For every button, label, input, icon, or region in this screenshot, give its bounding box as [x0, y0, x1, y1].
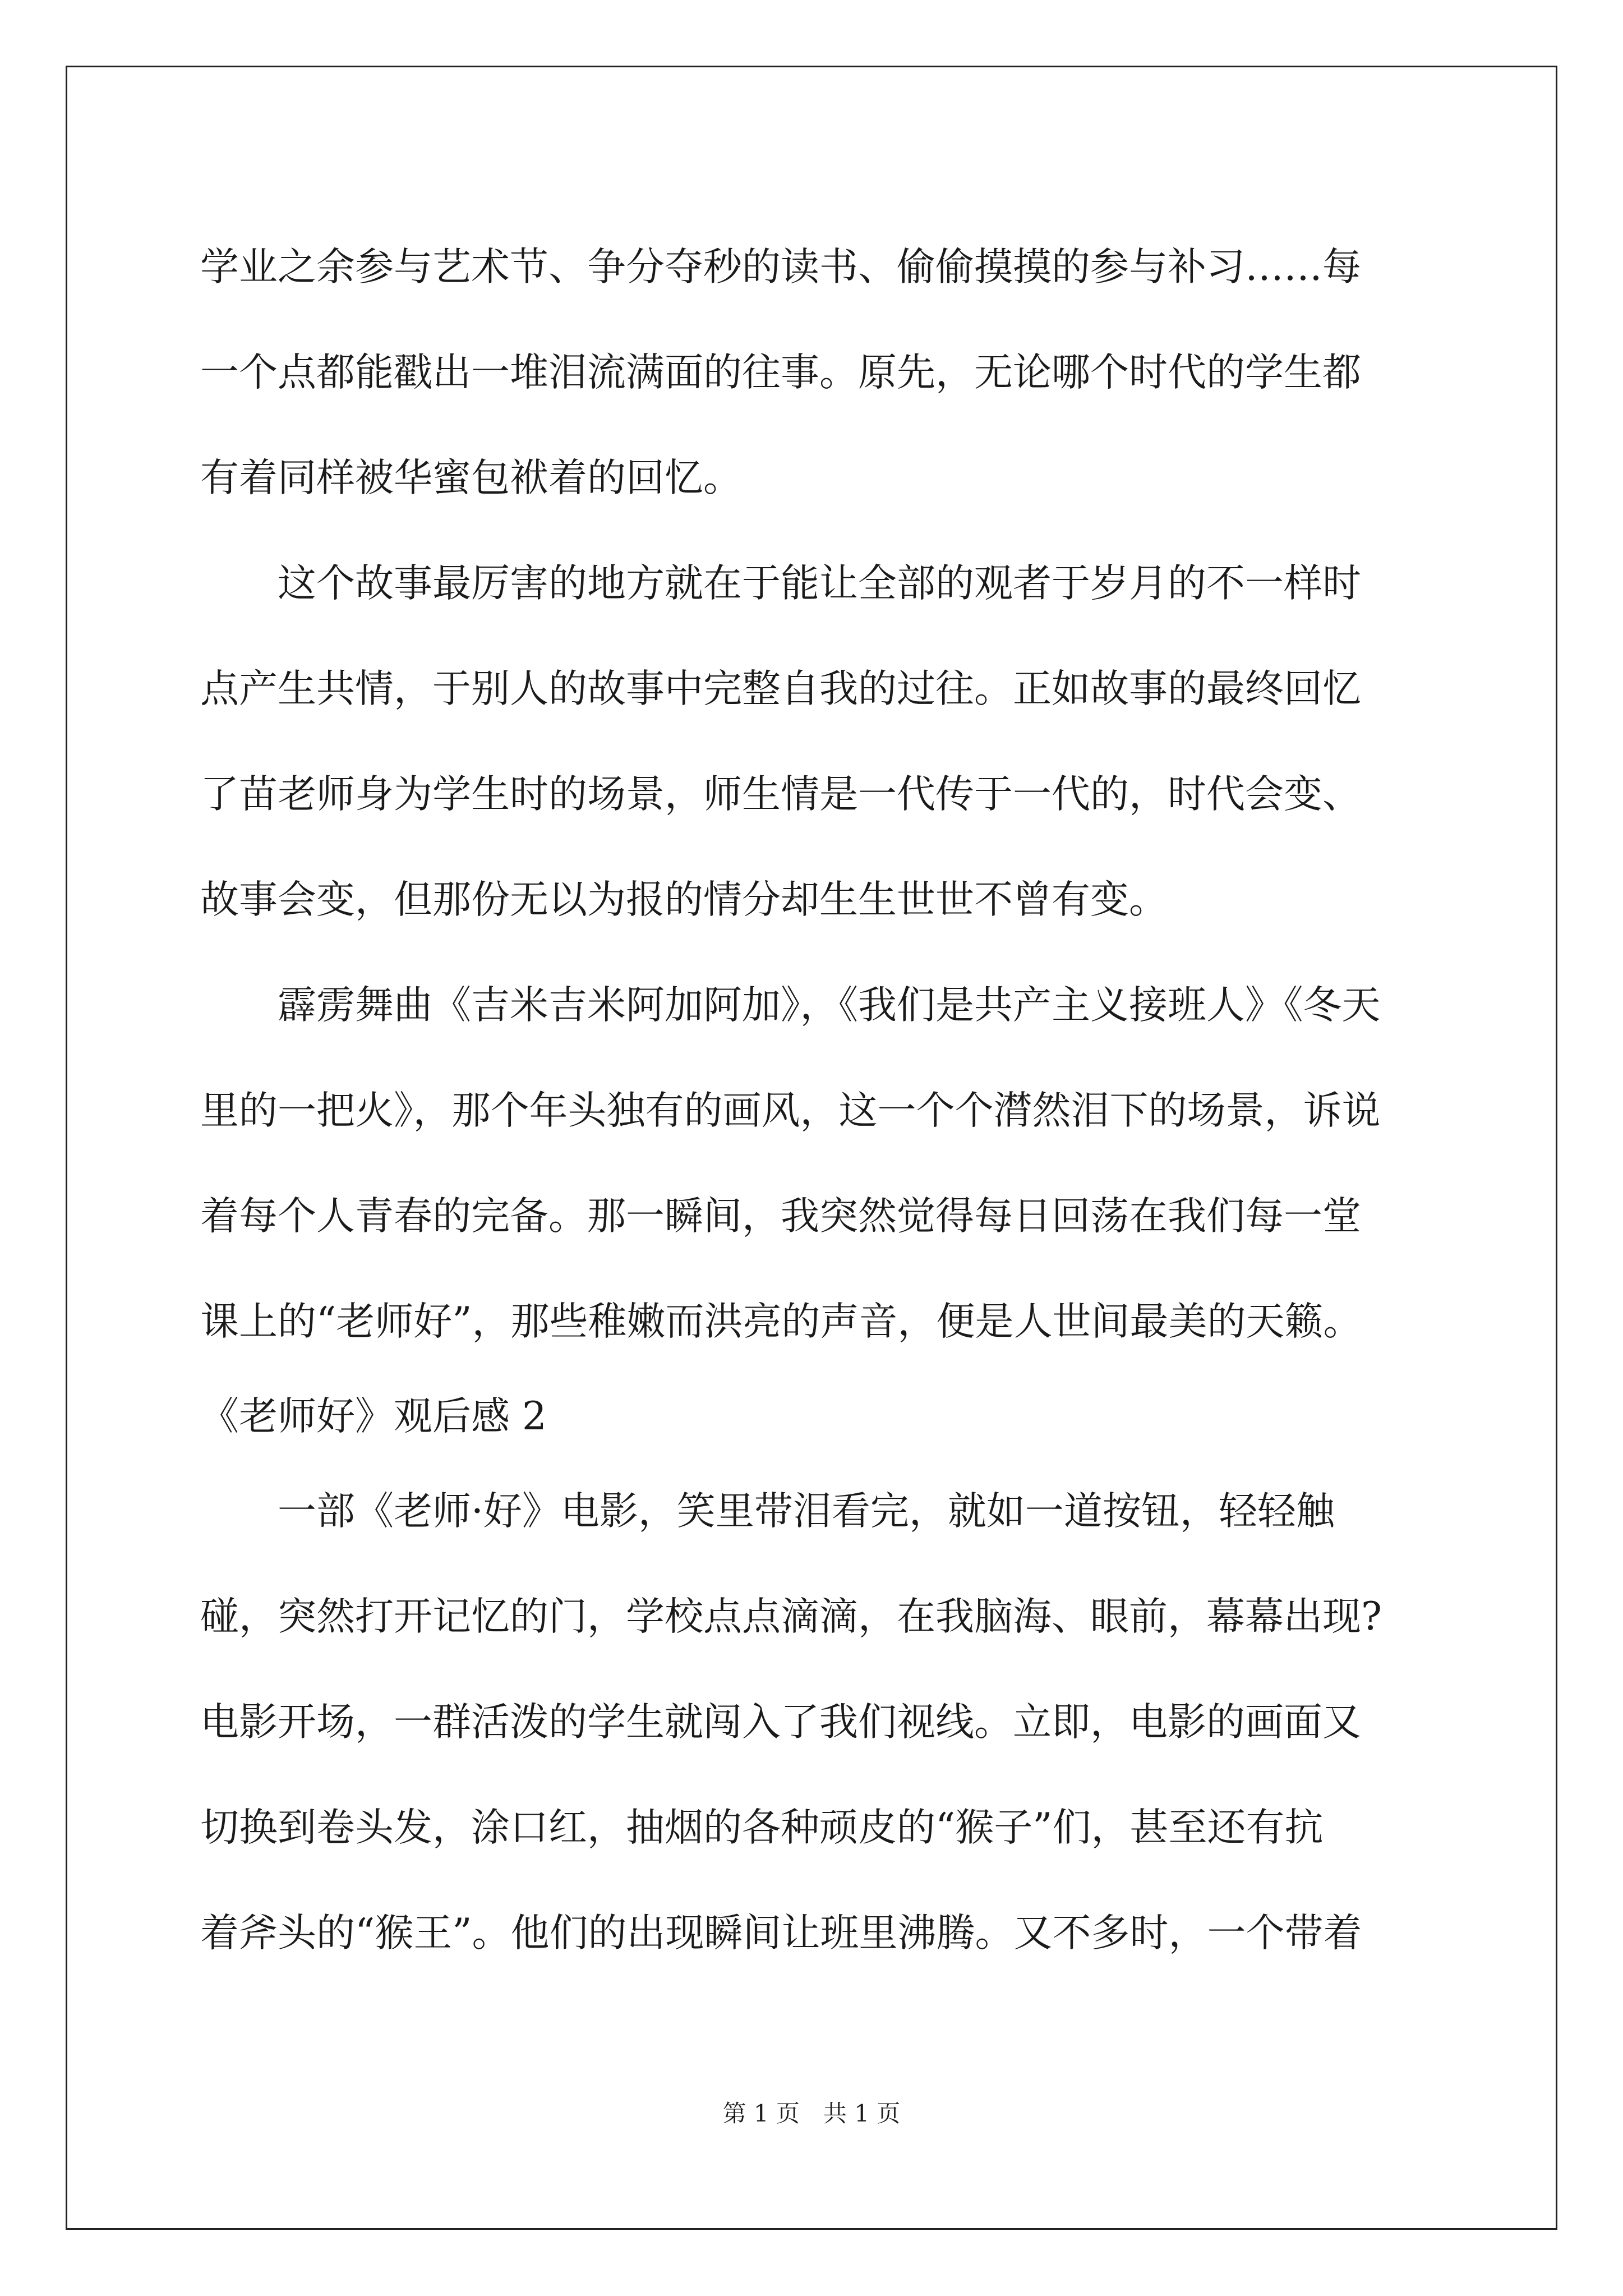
- text-line: 着每个人青春的完备。那一瞬间，我突然觉得每日回荡在我们每一堂: [200, 1194, 1361, 1239]
- text-line: 有着同样被华蜜包袱着的回忆。: [200, 455, 742, 500]
- page-number-footer: 第 1 页 共 1 页: [722, 2100, 901, 2127]
- document-body: [200, 214, 1428, 1986]
- text-line: 一个点都能戳出一堆泪流满面的往事。原先，无论哪个时代的学生都: [200, 350, 1361, 395]
- text-line: 了苗老师身为学生时的场景，师生情是一代传于一代的，时代会变、: [200, 772, 1361, 817]
- text-line: 霹雳舞曲《吉米吉米阿加阿加》，《我们是共产主义接班人》《冬天: [278, 983, 1381, 1028]
- text-line: 学业之余参与艺术节、争分夺秒的读书、偷偷摸摸的参与补习……每: [200, 245, 1361, 289]
- text-line: 碰，突然打开记忆的门，学校点点滴滴，在我脑海、眼前，幕幕出现?: [200, 1594, 1382, 1639]
- text-line: 里的一把火》，那个年头独有的画风，这一个个潸然泪下的场景，诉说: [200, 1088, 1381, 1133]
- text-line: 课上的“老师好”，那些稚嫩而洪亮的声音，便是人世间最美的天籁。: [200, 1299, 1362, 1344]
- text-line: 电影开场，一群活泼的学生就闯入了我们视线。立即，电影的画面又: [200, 1700, 1361, 1745]
- text-line: 故事会变，但那份无以为报的情分却生生世世不曾有变。: [200, 877, 1168, 922]
- text-line: 切换到卷头发，涂口红，抽烟的各种顽皮的“猴子”们，甚至还有抗: [200, 1805, 1324, 1850]
- text-line: 点产生共情，于别人的故事中完整自我的过往。正如故事的最终回忆: [200, 666, 1361, 711]
- text-line: 着斧头的“猴王”。他们的出现瞬间让班里沸腾。又不多时，一个带着: [200, 1911, 1362, 1955]
- text-line: 这个故事最厉害的地方就在于能让全部的观者于岁月的不一样时: [278, 561, 1361, 606]
- section-title: 《老师好》观后感 2: [200, 1394, 547, 1439]
- text-line: 一部《老师·好》电影，笑里带泪看完，就如一道按钮，轻轻触: [278, 1489, 1335, 1534]
